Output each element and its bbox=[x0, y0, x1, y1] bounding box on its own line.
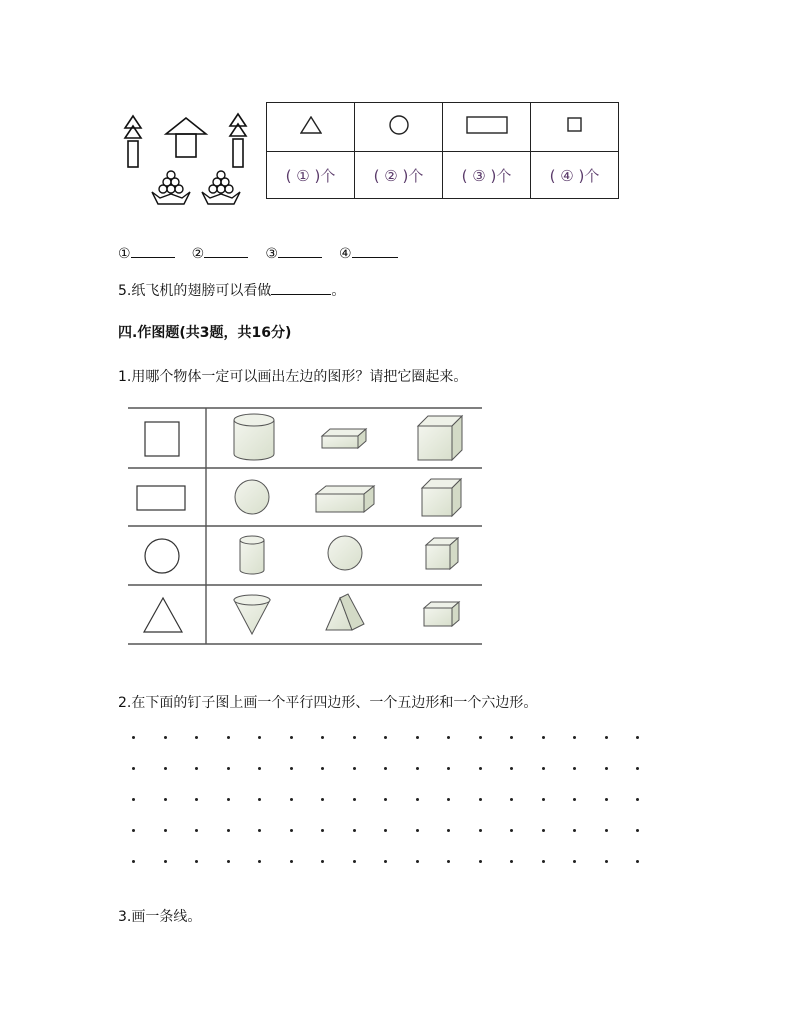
peg-dot[interactable] bbox=[510, 860, 513, 863]
count-cell-3: ( ③ )个 bbox=[443, 152, 531, 199]
question-1-text: 1.用哪个物体一定可以画出左边的图形？请把它圈起来。 bbox=[118, 369, 468, 385]
peg-dot[interactable] bbox=[605, 860, 608, 863]
peg-dot[interactable] bbox=[164, 767, 167, 770]
peg-dot[interactable] bbox=[384, 860, 387, 863]
triangle-shape bbox=[144, 598, 182, 632]
peg-dot[interactable] bbox=[542, 798, 545, 801]
question-5 bbox=[118, 280, 345, 300]
peg-dot[interactable] bbox=[227, 829, 230, 832]
object-shape-grid bbox=[126, 404, 486, 650]
count-cell-2: ( ② )个 bbox=[355, 152, 443, 199]
fruit-bowl-left-icon bbox=[152, 171, 190, 204]
peg-dot[interactable] bbox=[542, 736, 545, 739]
peg-dot[interactable] bbox=[290, 829, 293, 832]
peg-dot[interactable] bbox=[636, 829, 639, 832]
peg-dot[interactable] bbox=[416, 767, 419, 770]
peg-dot[interactable] bbox=[132, 767, 135, 770]
peg-dot[interactable] bbox=[510, 736, 513, 739]
peg-dot[interactable] bbox=[416, 736, 419, 739]
peg-dot[interactable] bbox=[510, 829, 513, 832]
shape-picture bbox=[118, 108, 248, 208]
peg-dot[interactable] bbox=[353, 767, 356, 770]
small-cylinder-object bbox=[240, 536, 264, 574]
circle-shape bbox=[145, 539, 179, 573]
rectangle-shape bbox=[137, 486, 185, 510]
peg-dot[interactable] bbox=[573, 736, 576, 739]
peg-dot[interactable] bbox=[164, 736, 167, 739]
square-icon bbox=[567, 117, 583, 133]
box-object bbox=[424, 602, 459, 626]
peg-dot[interactable] bbox=[384, 829, 387, 832]
triangle-icon bbox=[300, 116, 322, 134]
answer-blank-4[interactable] bbox=[352, 245, 398, 258]
peg-dot[interactable] bbox=[416, 798, 419, 801]
count-cell-4: ( ④ )个 bbox=[531, 152, 619, 199]
tree-right-icon bbox=[230, 114, 246, 167]
peg-dot[interactable] bbox=[132, 860, 135, 863]
answer-blank-3[interactable] bbox=[278, 245, 322, 258]
peg-dot[interactable] bbox=[258, 860, 261, 863]
answer-blank-1[interactable] bbox=[131, 245, 175, 258]
peg-dot[interactable] bbox=[605, 798, 608, 801]
long-box-object bbox=[316, 486, 374, 512]
fruit-bowl-right-icon bbox=[202, 171, 240, 204]
peg-dot[interactable] bbox=[479, 767, 482, 770]
peg-dot[interactable] bbox=[573, 829, 576, 832]
peg-dot[interactable] bbox=[195, 767, 198, 770]
peg-dot[interactable] bbox=[605, 829, 608, 832]
answer-mark-4: ④ bbox=[338, 246, 352, 262]
peg-dot[interactable] bbox=[636, 767, 639, 770]
peg-dot[interactable] bbox=[573, 860, 576, 863]
circle-icon bbox=[388, 114, 410, 136]
peg-dot[interactable] bbox=[384, 767, 387, 770]
cube-object-3 bbox=[426, 538, 458, 569]
peg-dot[interactable] bbox=[321, 829, 324, 832]
peg-dot[interactable] bbox=[164, 829, 167, 832]
peg-dot[interactable] bbox=[416, 860, 419, 863]
peg-dot[interactable] bbox=[290, 736, 293, 739]
square-shape bbox=[145, 422, 179, 456]
circle-header-cell bbox=[355, 103, 443, 152]
peg-dot[interactable] bbox=[195, 736, 198, 739]
peg-dot[interactable] bbox=[227, 798, 230, 801]
peg-dot[interactable] bbox=[542, 767, 545, 770]
peg-dot[interactable] bbox=[479, 860, 482, 863]
tree-left-icon bbox=[125, 116, 141, 167]
peg-dot[interactable] bbox=[636, 860, 639, 863]
peg-dot[interactable] bbox=[164, 798, 167, 801]
peg-dot[interactable] bbox=[416, 829, 419, 832]
peg-dot[interactable] bbox=[447, 767, 450, 770]
sphere-object bbox=[235, 480, 269, 514]
triangular-prism-object bbox=[326, 594, 364, 630]
count-cell-1: ( ① )个 bbox=[267, 152, 355, 199]
peg-dot[interactable] bbox=[510, 798, 513, 801]
peg-dot[interactable] bbox=[447, 798, 450, 801]
peg-dot[interactable] bbox=[321, 736, 324, 739]
peg-dot[interactable] bbox=[353, 798, 356, 801]
triangle-header-cell bbox=[267, 103, 355, 152]
question-2-text: 2.在下面的钉子图上画一个平行四边形、一个五边形和一个六边形。 bbox=[118, 695, 538, 711]
peg-dot[interactable] bbox=[132, 736, 135, 739]
peg-dot[interactable] bbox=[353, 736, 356, 739]
peg-dot[interactable] bbox=[479, 736, 482, 739]
peg-dot[interactable] bbox=[479, 798, 482, 801]
peg-dot[interactable] bbox=[258, 798, 261, 801]
answer-mark-3: ③ bbox=[265, 246, 278, 262]
peg-dot[interactable] bbox=[353, 829, 356, 832]
flat-box-object bbox=[322, 429, 366, 448]
peg-dot[interactable] bbox=[227, 736, 230, 739]
peg-dot[interactable] bbox=[195, 860, 198, 863]
house-icon bbox=[166, 118, 206, 157]
peg-dot[interactable] bbox=[542, 829, 545, 832]
peg-dot[interactable] bbox=[321, 767, 324, 770]
answer-blank-2[interactable] bbox=[204, 245, 248, 258]
answer-mark-1: ① bbox=[118, 246, 131, 262]
peg-dot[interactable] bbox=[290, 798, 293, 801]
peg-dot[interactable] bbox=[258, 736, 261, 739]
cube-object-2 bbox=[422, 479, 461, 516]
cube-object-1 bbox=[418, 416, 462, 460]
section-4-heading: 四.作图题(共3题，共16分) bbox=[118, 325, 292, 341]
peg-dot[interactable] bbox=[447, 736, 450, 739]
answer-blanks-row bbox=[118, 243, 398, 262]
question-5-end: 。 bbox=[331, 283, 346, 299]
peg-dot[interactable] bbox=[573, 767, 576, 770]
peg-dot[interactable] bbox=[321, 860, 324, 863]
peg-dot[interactable] bbox=[290, 860, 293, 863]
square-header-cell bbox=[531, 103, 619, 152]
peg-dot[interactable] bbox=[542, 860, 545, 863]
peg-dot[interactable] bbox=[447, 829, 450, 832]
peg-dot[interactable] bbox=[164, 860, 167, 863]
peg-board[interactable] bbox=[124, 728, 654, 868]
answer-mark-2: ② bbox=[191, 246, 205, 262]
question-3-text: 3.画一条线。 bbox=[118, 909, 202, 925]
question-5-text: 5.纸飞机的翅膀可以看做 bbox=[118, 283, 272, 299]
peg-dot[interactable] bbox=[353, 860, 356, 863]
peg-dot[interactable] bbox=[227, 767, 230, 770]
peg-dot[interactable] bbox=[479, 829, 482, 832]
peg-dot[interactable] bbox=[636, 736, 639, 739]
peg-dot[interactable] bbox=[510, 767, 513, 770]
peg-dot[interactable] bbox=[258, 829, 261, 832]
cylinder-object bbox=[234, 414, 274, 460]
question-5-blank[interactable] bbox=[271, 282, 331, 295]
peg-dot[interactable] bbox=[290, 767, 293, 770]
peg-dot[interactable] bbox=[384, 736, 387, 739]
shape-count-table bbox=[266, 102, 619, 199]
peg-dot[interactable] bbox=[605, 736, 608, 739]
rectangle-icon bbox=[466, 116, 508, 134]
peg-dot[interactable] bbox=[605, 767, 608, 770]
peg-dot[interactable] bbox=[132, 798, 135, 801]
peg-dot[interactable] bbox=[195, 829, 198, 832]
peg-dot[interactable] bbox=[636, 798, 639, 801]
peg-dot[interactable] bbox=[384, 798, 387, 801]
peg-dot[interactable] bbox=[132, 829, 135, 832]
peg-dot[interactable] bbox=[195, 798, 198, 801]
peg-dot[interactable] bbox=[447, 860, 450, 863]
peg-dot[interactable] bbox=[227, 860, 230, 863]
peg-dot[interactable] bbox=[258, 767, 261, 770]
peg-dot[interactable] bbox=[573, 798, 576, 801]
cone-object bbox=[234, 595, 270, 634]
sphere-object-2 bbox=[328, 536, 362, 570]
rectangle-header-cell bbox=[443, 103, 531, 152]
peg-dot[interactable] bbox=[321, 798, 324, 801]
